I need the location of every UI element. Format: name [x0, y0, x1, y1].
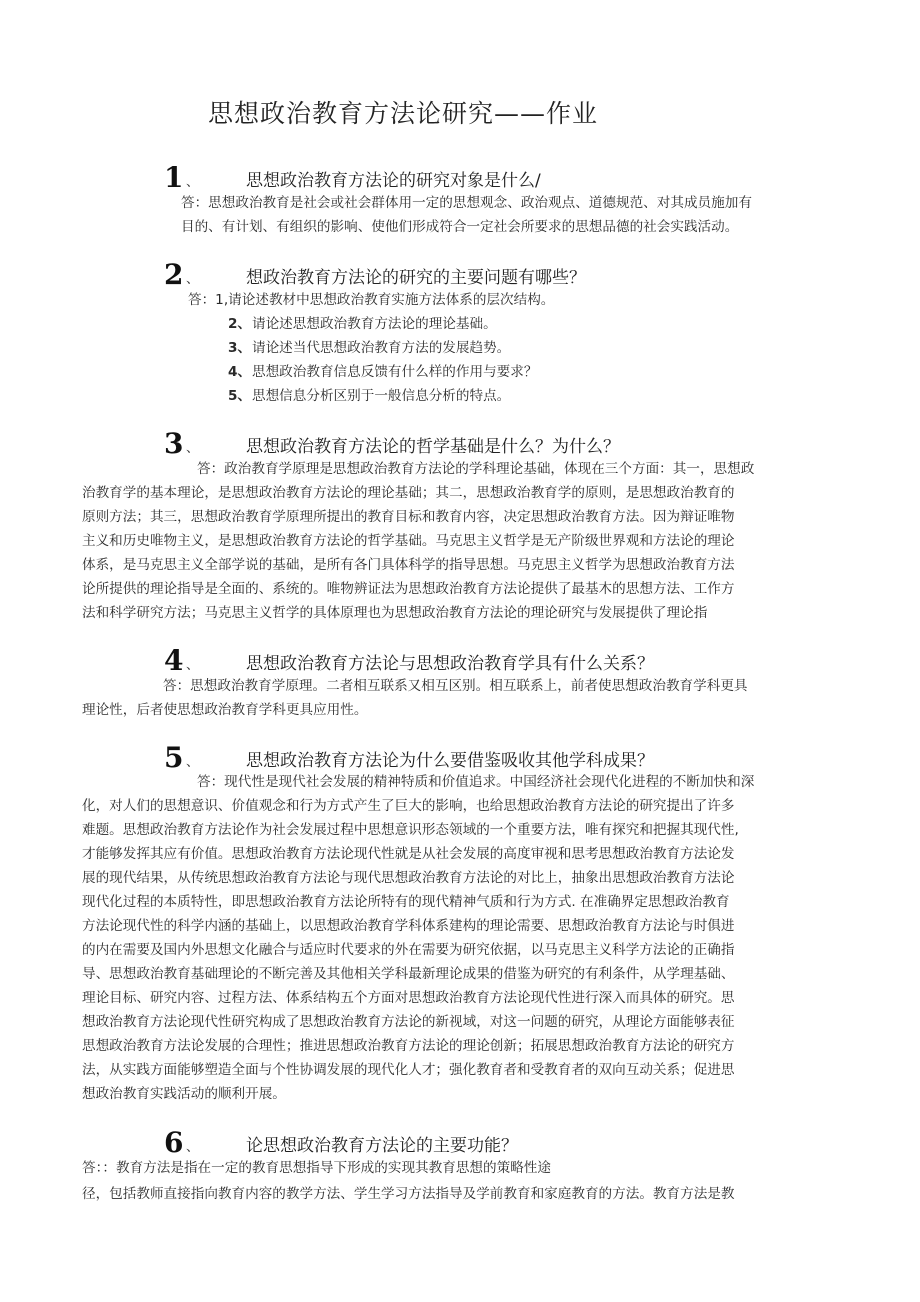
answer-line: 想政治教育实践活动的顺利开展。 — [82, 1086, 286, 1102]
question-text: 论思想政治教育方法论的主要功能？ — [246, 1136, 518, 1156]
sub-item-number: 5、 — [228, 388, 252, 404]
question-separator: 、 — [186, 272, 200, 287]
answer-line: 展的现代结果，从传统思想政治教育方法论与现代思想政治教育方法论的对比上，抽象出思想政治教育方法论 — [82, 870, 735, 886]
answer-line: 难题。思想政治教育方法论作为社会发展过程中思想意识形态领域的一个重要方法，唯有探究和把握其现代性, — [82, 822, 739, 838]
answer-line: 思想政治教育方法论发展的合理性；推进思想政治教育方法论的理论创新；拓展思想政治教育方法论的研究方 — [82, 1038, 735, 1054]
question-text: 思想政治教育方法论为什么要借鉴吸收其他学科成果？ — [246, 751, 654, 771]
answer-line: 主义和历史唯物主义，是思想政治教育方法论的哲学基础。马克思主义哲学是无产阶级世界观和方法论的理论 — [82, 533, 735, 549]
answer-line: 的内在需要及国内外思想文化融合与适应时代要求的外在需要为研究依据，以马克思主义科学方法论的正确指 — [82, 942, 735, 958]
document-title: 思想政治教育方法论研究——作业 — [208, 99, 599, 128]
answer-line: 想政治教育方法论现代性研究构成了思想政治教育方法论的新视域，对这一问题的研究，从理论方面能够表征 — [82, 1014, 735, 1030]
answer-line: 径，包括教师直接指向教育内容的教学方法、学生学习方法指导及学前教育和家庭教育的方法。教育方法是教 — [82, 1186, 735, 1202]
question-number: 3 — [164, 427, 184, 460]
question-number: 2 — [164, 258, 184, 291]
answer-line: 答：思想政治教育学原理。二者相互联系又相互区别。相互联系上，前者使思想政治教育学科更具 — [163, 678, 748, 694]
answer-line: 体系，是马克思主义全部学说的基础，是所有各门具体科学的指导思想。马克思主义哲学为思想政治教育方法 — [82, 557, 735, 573]
sub-item-text: 请论述思想政治教育方法论的理论基础。 — [252, 316, 497, 332]
question-number: 1 — [164, 161, 184, 194]
answer-line: 答：思想政治教育是社会或社会群体用一定的思想观念、政治观点、道德规范、对其成员施加有 — [181, 195, 752, 211]
answer-line: 论所提供的理论指导是全面的、系统的。唯物辨证法为思想政治教育方法论提供了最基木的思想方法、工作方 — [82, 581, 735, 597]
sub-item-number: 2、 — [228, 316, 252, 332]
question-text: 想政治教育方法论的研究的主要问题有哪些？ — [246, 268, 586, 288]
answer-line: 法，从实践方面能够塑造全面与个性协调发展的现代化人才；强化教育者和受教育者的双向互动关系；促进思 — [82, 1062, 735, 1078]
answer-line: 治教育学的基本理论，是思想政治教育方法论的理论基础；其二，思想政治教育学的原则，是思想政治教育的 — [82, 485, 735, 501]
answer-line: 答：政治教育学原理是思想政治教育方法论的学科理论基础，体现在三个方面：其一，思想政 — [197, 461, 755, 477]
question-separator: 、 — [186, 441, 200, 456]
answer-line: 现代化过程的本质特性，即思想政治教育方法论所特有的现代精神气质和行为方式. 在准确界定思想政治教育 — [82, 894, 730, 910]
answer-line: 目的、有计划、有组织的影响、使他们形成符合一定社会所要求的思想品德的社会实践活动。 — [181, 219, 739, 235]
answer-line: 法和科学研究方法；马克思主义哲学的具体原理也为思想政治教育方法论的理论研究与发展提供了理论指 — [82, 605, 708, 621]
sub-item — [228, 337, 510, 361]
question-text: 思想政治教育方法论的哲学基础是什么？为什么？ — [246, 437, 620, 457]
question-separator: 、 — [186, 658, 200, 673]
sub-item — [228, 385, 510, 409]
sub-item-text: 思想政治教育信息反馈有什么样的作用与要求？ — [252, 364, 538, 380]
sub-item-number: 4、 — [228, 364, 252, 380]
sub-item-number: 3、 — [228, 340, 252, 356]
question-separator: 、 — [186, 175, 200, 190]
answer-line: 答：现代性是现代社会发展的精神特质和价值追求。中国经济社会现代化进程的不断加快和深 — [197, 774, 755, 790]
question-number: 5 — [164, 741, 184, 774]
answer-line: 导、思想政治教育基础理论的不断完善及其他相关学科最新理论成果的借鉴为研究的有利条件，从学理基础、 — [82, 966, 735, 982]
answer-line: 理论目标、研究内容、过程方法、体系结构五个方面对思想政治教育方法论现代性进行深入而具体的研究。思 — [82, 990, 735, 1006]
sub-item — [228, 361, 537, 385]
question-text: 思想政治教育方法论与思想政治教育学具有什么关系？ — [246, 654, 654, 674]
question-separator: 、 — [186, 1140, 200, 1155]
answer-line: 理论性，后者使思想政治教育学科更具应用性。 — [82, 702, 368, 718]
answer-line: 答：1,请论述教材中思想政治教育实施方法体系的层次结构。 — [188, 292, 555, 308]
answer-line: 方法论现代性的科学内涵的基础上，以思想政治教育学科体系建构的理论需要、思想政治教育方法论与时俱进 — [82, 918, 735, 934]
question-number: 6 — [164, 1126, 184, 1159]
answer-line: 化，对人们的思想意识、价值观念和行为方式产生了巨大的影响，也给思想政治教育方法论的研究提出了许多 — [82, 798, 735, 814]
answer-line: 才能够发挥其应有价值。思想政治教育方法论现代性就是从社会发展的高度审视和思考思想政治教育方法论发 — [82, 846, 735, 862]
question-text: 思想政治教育方法论的研究对象是什么/ — [246, 171, 541, 191]
answer-line: 原则方法；其三，思想政治教育学原理所提出的教育目标和教育内容，决定思想政治教育方法。因为辩证唯物 — [82, 509, 735, 525]
sub-item-text: 请论述当代思想政治教育方法的发展趋势。 — [252, 340, 511, 356]
sub-item — [228, 313, 497, 337]
sub-item-text: 思想信息分析区别于一般信息分析的特点。 — [252, 388, 511, 404]
answer-line: 答：：教育方法是指在一定的教育思想指导下形成的实现其教育思想的策略性途 — [82, 1160, 551, 1176]
question-number: 4 — [164, 644, 184, 677]
question-separator: 、 — [186, 755, 200, 770]
